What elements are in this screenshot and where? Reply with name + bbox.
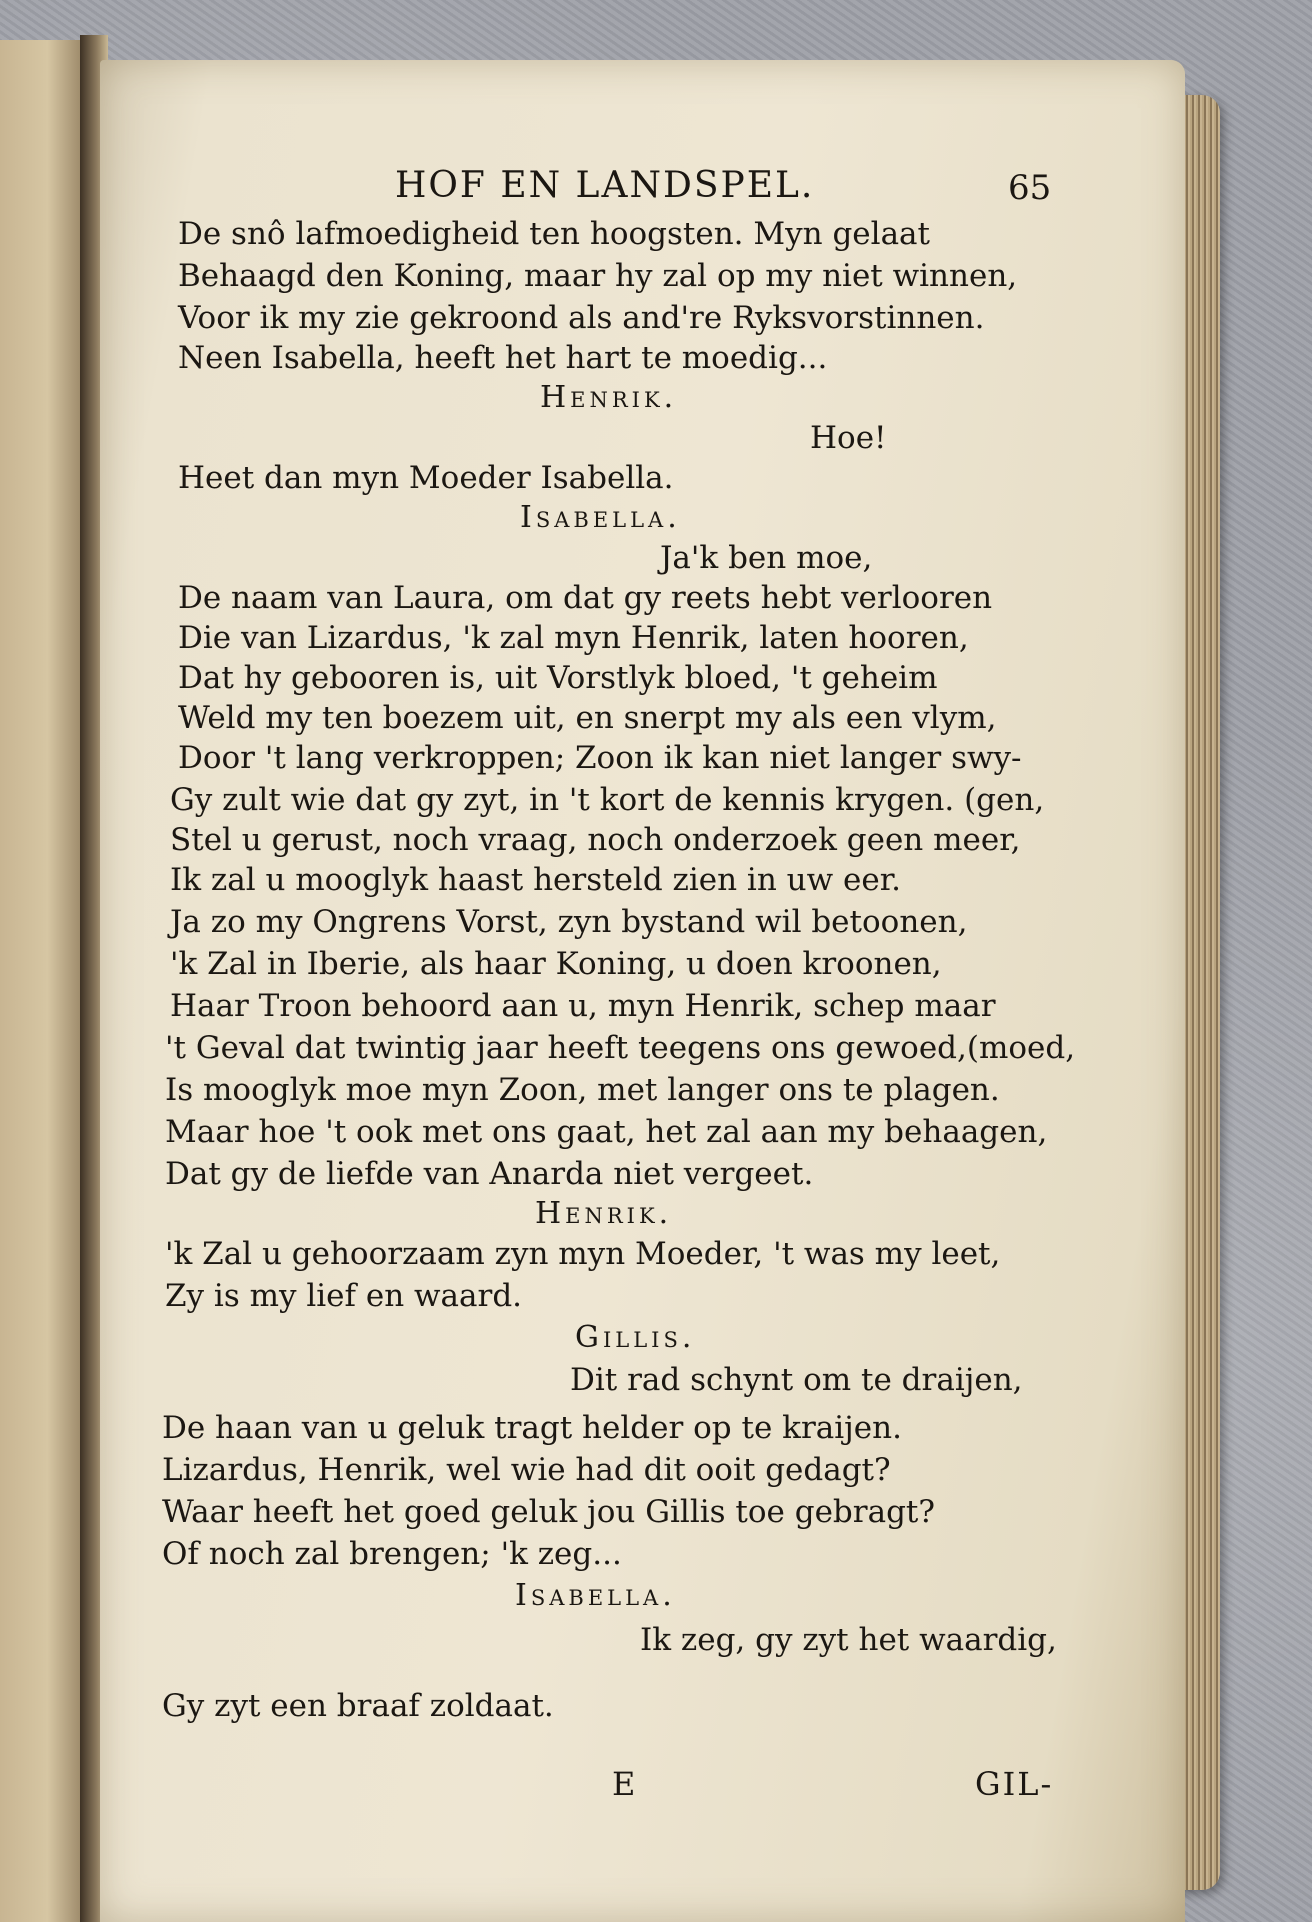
speaker-name: Gillis. [575, 1320, 696, 1355]
verse-line: Hoe! [810, 420, 887, 456]
verse-line: Ja'k ben moe, [660, 540, 873, 576]
verse-line: Heet dan myn Moeder Isabella. [178, 460, 674, 496]
verse-line: Maar hoe 't ook met ons gaat, het zal aan my behaagen, [165, 1114, 1048, 1150]
verse-line: Waar heeft het goed geluk jou Gillis toe gebragt? [162, 1494, 935, 1530]
verse-line: Haar Troon behoord aan u, myn Henrik, schep maar [170, 988, 996, 1024]
verse-line: Lizardus, Henrik, wel wie had dit ooit gedagt? [162, 1452, 891, 1488]
verse-line: 'k Zal in Iberie, als haar Koning, u doen kroonen, [170, 946, 942, 982]
verse-line: Dit rad schynt om te draijen, [570, 1362, 1023, 1398]
speaker-name: Isabella. [520, 500, 681, 535]
verse-line: Ik zal u mooglyk haast hersteld zien in uw eer. [170, 862, 901, 898]
page-number: 65 [1008, 168, 1052, 208]
verse-line: De haan van u geluk tragt helder op te kraijen. [162, 1410, 902, 1446]
verse-line: 't Geval dat twintig jaar heeft teegens ons gewoed,(moed, [165, 1030, 1076, 1066]
catchword: GIL- [975, 1765, 1054, 1803]
verse-line: Gy zyt een braaf zoldaat. [162, 1688, 554, 1724]
verse-line: Is mooglyk moe myn Zoon, met langer ons te plagen. [165, 1072, 1000, 1108]
verse-line: Ik zeg, gy zyt het waardig, [640, 1622, 1057, 1658]
verse-line: Stel u gerust, noch vraag, noch onderzoek geen meer, [170, 822, 1021, 858]
signature-mark: E [612, 1765, 636, 1803]
verse-line: Voor ik my zie gekroond als and're Ryksvorstinnen. [178, 300, 985, 336]
verse-line: Of noch zal brengen; 'k zeg... [162, 1536, 622, 1572]
verse-line: Dat gy de liefde van Anarda niet vergeet. [165, 1156, 814, 1192]
verse-line: Neen Isabella, heeft het hart te moedig... [178, 340, 828, 376]
verse-line: Dat hy gebooren is, uit Vorstlyk bloed, 't geheim [178, 660, 938, 696]
verse-line: Zy is my lief en waard. [165, 1278, 523, 1314]
verse-line: Behaagd den Koning, maar hy zal op my niet winnen, [178, 258, 1018, 294]
speaker-name: Henrik. [540, 380, 678, 415]
verse-line: Weld my ten boezem uit, en snerpt my als een vlym, [178, 700, 997, 736]
verse-line: Door 't lang verkroppen; Zoon ik kan niet langer swy- [178, 740, 1022, 776]
verse-line: De snô lafmoedigheid ten hoogsten. Myn gelaat [178, 216, 930, 252]
verse-line: 'k Zal u gehoorzaam zyn myn Moeder, 't was my leet, [165, 1236, 1001, 1272]
speaker-name: Henrik. [535, 1196, 673, 1231]
speaker-name: Isabella. [515, 1578, 676, 1613]
verse-line: Die van Lizardus, 'k zal myn Henrik, laten hooren, [178, 620, 969, 656]
verse-line: Gy zult wie dat gy zyt, in 't kort de kennis krygen. (gen, [170, 782, 1045, 818]
verse-line: Ja zo my Ongrens Vorst, zyn bystand wil betoonen, [170, 904, 968, 940]
running-header: HOF EN LANDSPEL. [395, 165, 815, 206]
verse-line: De naam van Laura, om dat gy reets hebt verlooren [178, 580, 993, 616]
